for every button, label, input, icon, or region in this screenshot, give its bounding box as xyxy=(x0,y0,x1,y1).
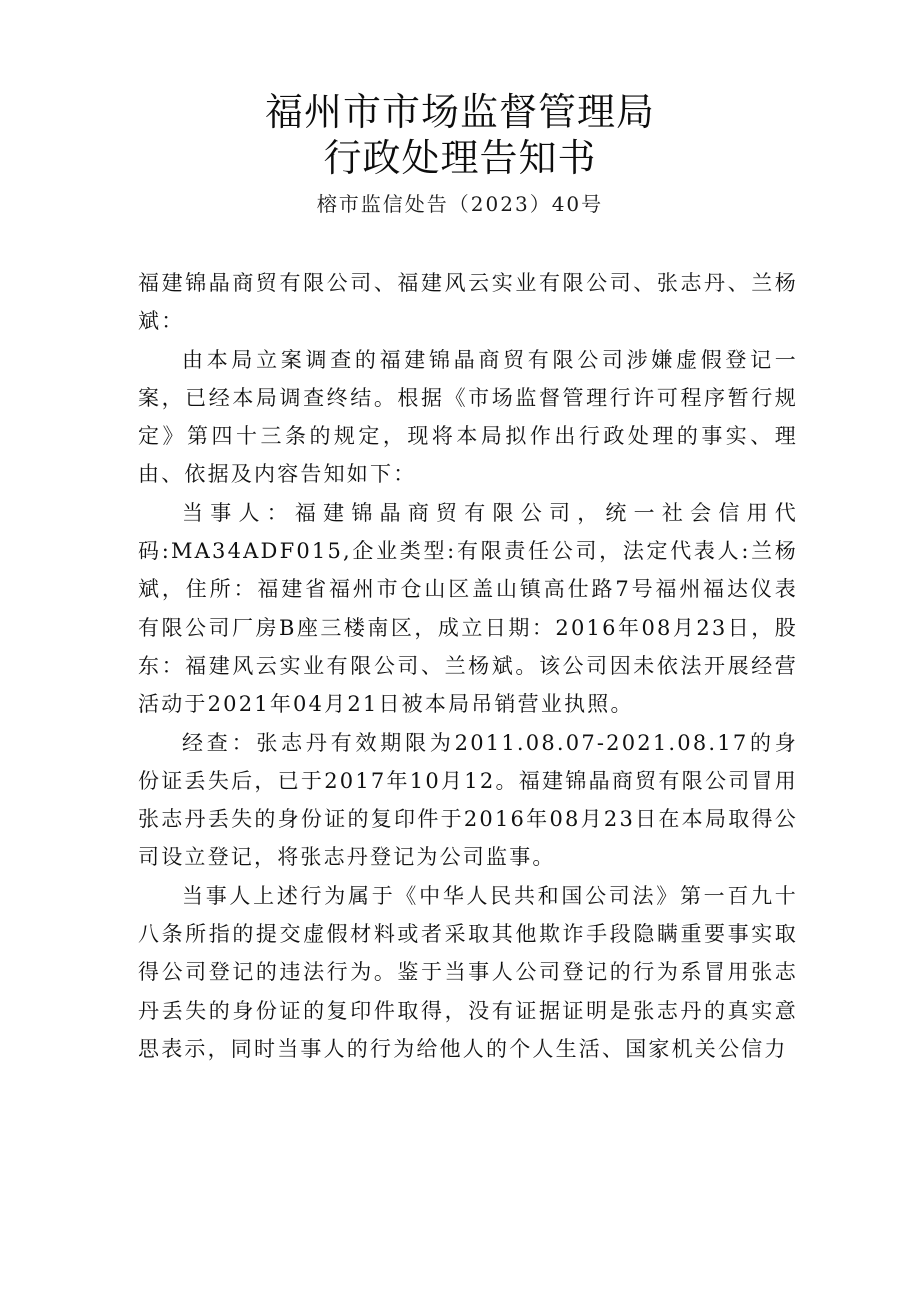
paragraph-investigation: 经查：张志丹有效期限为2011.08.07-2021.08.17的身份证丢失后，已于2017年10月12。福建锦晶商贸有限公司冒用张志丹丢失的身份证的复印件于2016年08月23日在本局取得公司设立登记，将张志丹登记为公司监事。 xyxy=(138,730,798,870)
document-number: 榕市监信处告（2023）40号 xyxy=(316,192,604,216)
document-title-line1: 福州市市场监督管理局 xyxy=(264,90,655,134)
paragraph-legal-basis: 当事人上述行为属于《中华人民共和国公司法》第一百九十八条所指的提交虚假材料或者采取其他欺诈手段隐瞒重要事实取得公司登记的违法行为。鉴于当事人公司登记的行为系冒用张志丹丢失的身份证的复印件取得，没有证据证明是张志丹的真实意思表示，同时当事人的行为给他人的个人生活、国家机关公信力 xyxy=(138,883,798,1061)
addressee: 福建锦晶商贸有限公司、福建风云实业有限公司、张志丹、兰杨斌： xyxy=(138,271,798,334)
paragraph-party-info: 当事人：福建锦晶商贸有限公司，统一社会信用代码:MA34ADF015,企业类型:有限责任公司，法定代表人:兰杨斌，住所：福建省福州市仓山区盖山镇高仕路7号福州福达仪表有限公司厂房B座三楼南区，成立日期：2016年08月23日，股东：福建风云实业有限公司、兰杨斌。该公司因未依法开展经营活动于2021年04月21日被本局吊销营业执照。 xyxy=(138,500,798,717)
document-body xyxy=(138,264,798,1068)
paragraph-intro: 由本局立案调查的福建锦晶商贸有限公司涉嫌虚假登记一案，已经本局调查终结。根据《市场监督管理行许可程序暂行规定》第四十三条的规定，现将本局拟作出行政处理的事实、理由、依据及内容告知如下： xyxy=(138,347,798,487)
document-title-line2: 行政处理告知书 xyxy=(323,136,597,180)
